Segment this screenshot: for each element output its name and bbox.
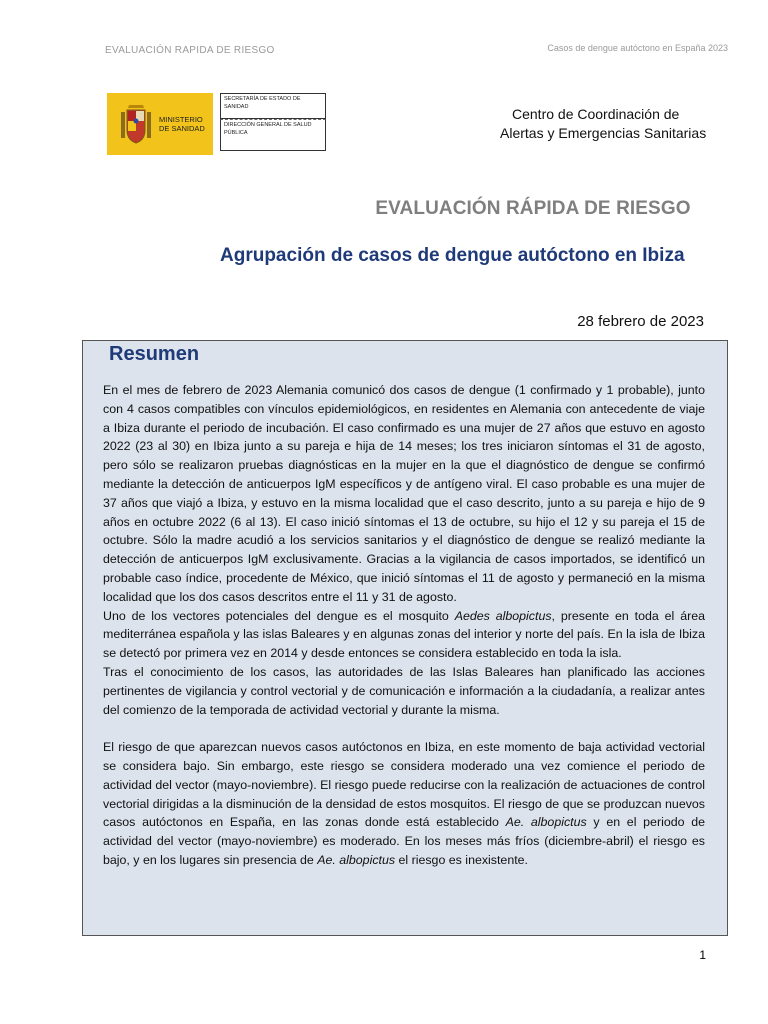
paragraph: Tras el conocimiento de los casos, las autoridades de las Islas Baleares han planificado las acciones pertinentes de vigilancia y control vectorial y de comunicación e información a la ciudadanía, a realizar antes del comienzo de la temporada de actividad vectorial y durante la misma. xyxy=(103,664,705,717)
page-title: Agrupación de casos de dengue autóctono en Ibiza xyxy=(220,245,685,266)
running-header-right: Casos de dengue autóctono en España 2023 xyxy=(547,43,728,53)
ministry-logo xyxy=(107,93,213,155)
document-date: 28 febrero de 2023 xyxy=(577,313,704,330)
paragraph: En el mes de febrero de 2023 Alemania comunicó dos casos de dengue (1 confirmado y 1 probable), junto con 4 casos compatibles con vínculos epidemiológicos, en residentes en Alemania con antecedente de viaje a Ibiza durante el periodo de incubación. El caso confirmado es una mujer de 27 años que estuvo en agosto 2022 (23 al 30) en Ibiza junto a su pareja e hija de 14 meses; los tres iniciaron síntomas el 31 de agosto, pero sólo se realizaron pruebas diagnósticas en la mujer en la que el diagnóstico de dengue se confirmó mediante la detección de anticuerpos IgM específicos y de antígeno viral. El caso probable es una mujer de 37 años que viajó a Ibiza, y estuvo en la misma localidad que el caso descrito, junto a su pareja e hijo de 9 años en octubre 2022 (6 al 13). El caso inició síntomas el 13 de octubre, su hijo el 12 y su pareja el 15 de octubre. Sólo la madre acudió a los servicios sanitarios y el diagnóstico de dengue se realizó mediante la detección de anticuerpos IgM exclusivamente. Gracias a la vigilancia de casos importados, se identificó un probable caso índice, procedente de México, que inició síntomas el 11 de agosto y permaneció en la misma localidad que los dos casos descritos entre el 11 y 31 de agosto. xyxy=(103,383,705,604)
summary-heading: Resumen xyxy=(109,343,200,365)
summary-text xyxy=(103,381,705,870)
page-number: 1 xyxy=(699,948,706,962)
department-boxes xyxy=(220,93,326,151)
summary-box xyxy=(82,340,728,936)
secretariat-box: SECRETARÍA DE ESTADO DE SANIDAD xyxy=(220,93,326,119)
running-header-left: EVALUACIÓN RAPIDA DE RIESGO xyxy=(105,45,275,56)
document-type: EVALUACIÓN RÁPIDA DE RIESGO xyxy=(375,198,691,219)
paragraph: El riesgo de que aparezcan nuevos casos autóctonos en Ibiza, en este momento de baja actividad vectorial se considera bajo. Sin embargo, este riesgo se considera moderado una vez comience el periodo de actividad del vector (mayo-noviembre). El riesgo puede reducirse con la realización de actuaciones de control vectorial dirigidas a la disminución de la densidad de estos mosquitos. El riesgo de que se produzcan nuevos casos autóctonos en España, en las zonas donde está establecido Ae. albopictus y en el periodo de actividad del vector (mayo-noviembre) es moderado. En los meses más fríos (diciembre-abril) el riesgo es bajo, y en los lugares sin presencia de Ae. albopictus el riesgo es inexistente. xyxy=(103,740,705,867)
paragraph: Uno de los vectores potenciales del dengue es el mosquito Aedes albopictus, presente en toda el área mediterránea española y las islas Baleares y en algunas zonas del interior y norte del país. En la isla de Ibiza se detectó por primera vez en 2014 y desde entonces se considera establecido en toda la isla. xyxy=(103,608,706,661)
coat-of-arms-icon xyxy=(119,102,153,146)
coordination-center-name: Centro de Coordinación de Alertas y Emergencias Sanitarias xyxy=(500,106,707,141)
directorate-box: DIRECCIÓN GENERAL DE SALUD PÚBLICA xyxy=(220,119,326,151)
ministry-name: MINISTERIO DE SANIDAD xyxy=(159,115,205,133)
